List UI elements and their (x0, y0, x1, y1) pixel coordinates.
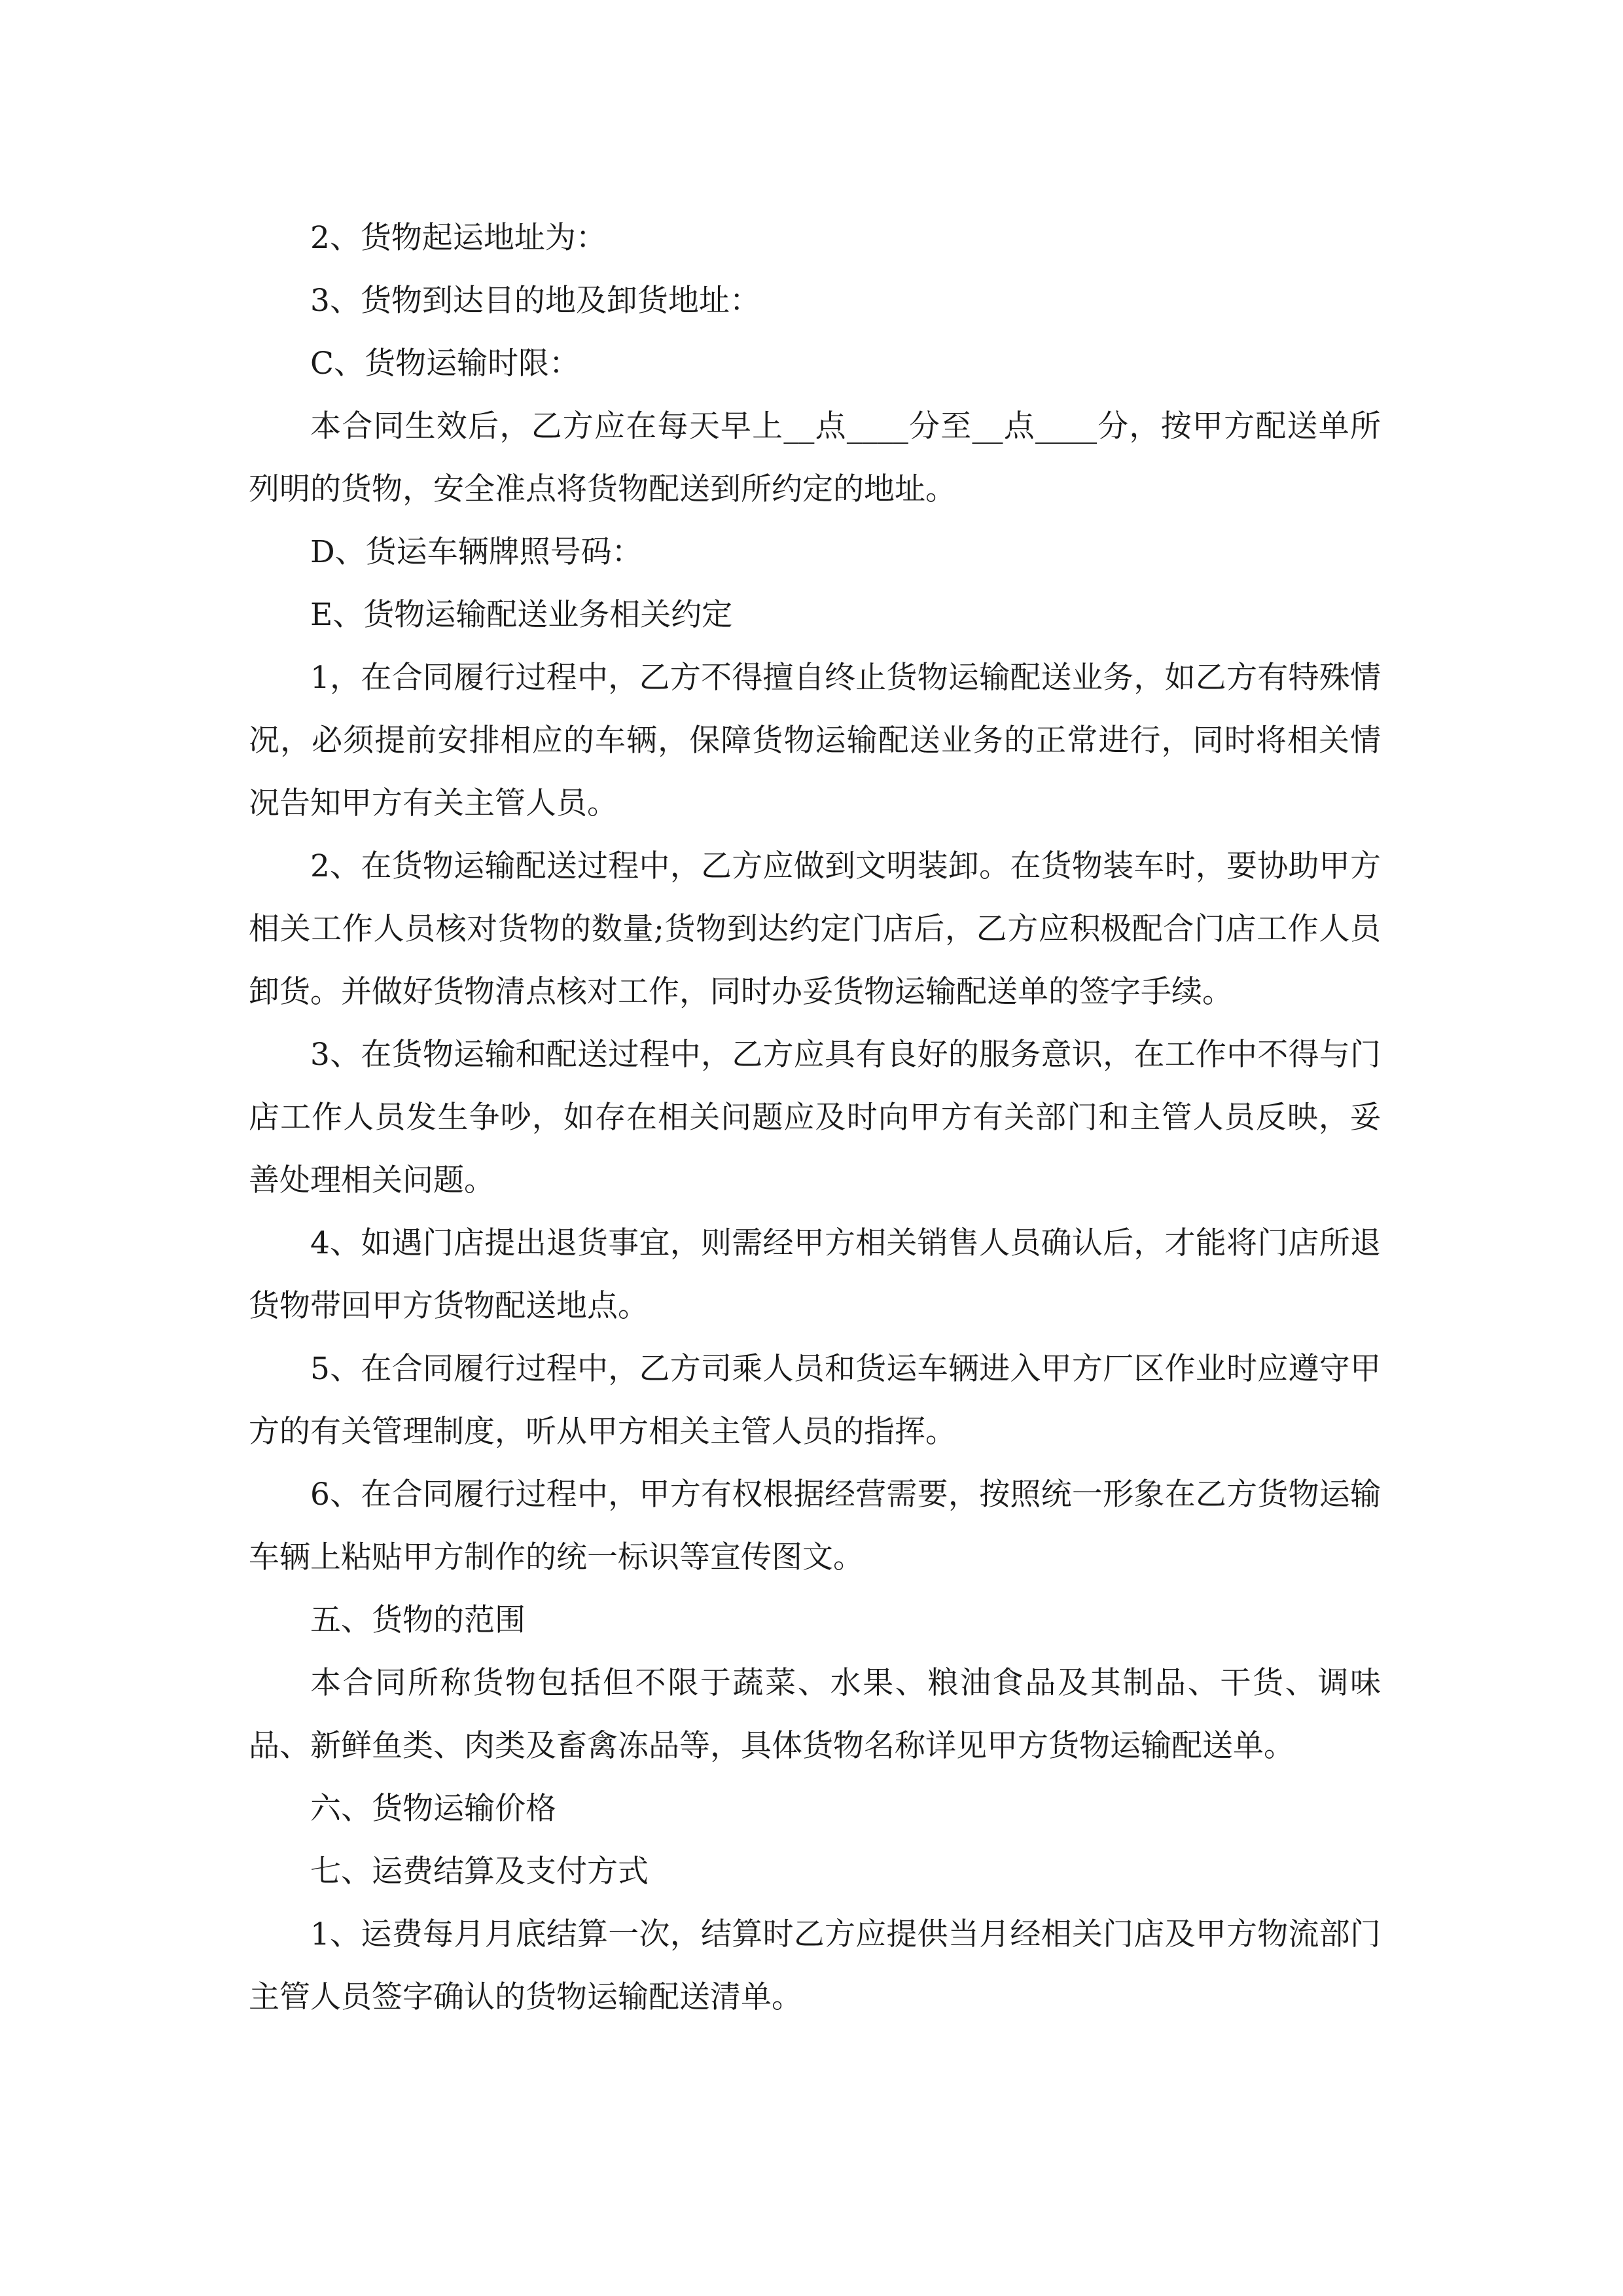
paragraph-clause-5: 5、在合同履行过程中，乙方司乘人员和货运车辆进入甲方厂区作业时应遵守甲方的有关管理制度，听从甲方相关主管人员的指挥。 (249, 1351, 1381, 1450)
paragraph-clause-2: 2、在货物运输配送过程中，乙方应做到文明装卸。在货物装车时，要协助甲方相关工作人员核对货物的数量;货物到达约定门店后，乙方应积极配合门店工作人员卸货。并做好货物清点核对工作，同时办妥货物运输配送单的签字手续。 (249, 848, 1381, 1010)
paragraph-settlement-1: 1、运费每月月底结算一次，结算时乙方应提供当月经相关门店及甲方物流部门主管人员签字确认的货物运输配送清单。 (249, 1916, 1381, 2015)
document-body (249, 207, 1381, 2029)
paragraph-delivery-schedule: 本合同生效后，乙方应在每天早上__点____分至__点____分，按甲方配送单所列明的货物，安全准点将货物配送到所约定的地址。 (249, 408, 1381, 507)
paragraph-origin-address: 2、货物起运地址为： (310, 220, 607, 256)
heading-goods-scope: 五、货物的范围 (310, 1602, 526, 1638)
heading-transport-time-limit: C、货物运输时限： (310, 346, 580, 382)
paragraph-clause-6: 6、在合同履行过程中，甲方有权根据经营需要，按照统一形象在乙方货物运输车辆上粘贴甲方制作的统一标识等宣传图文。 (249, 1477, 1381, 1575)
paragraph-goods-scope: 本合同所称货物包括但不限于蔬菜、水果、粮油食品及其制品、干货、调味品、新鲜鱼类、肉类及畜禽冻品等，具体货物名称详见甲方货物运输配送单。 (249, 1665, 1381, 1764)
heading-vehicle-plate: D、货运车辆牌照号码： (310, 534, 643, 570)
paragraph-clause-3: 3、在货物运输和配送过程中，乙方应具有良好的服务意识，在工作中不得与门店工作人员发生争吵，如存在相关问题应及时向甲方有关部门和主管人员反映，妥善处理相关问题。 (249, 1037, 1381, 1198)
heading-settlement-payment: 七、运费结算及支付方式 (310, 1854, 649, 1890)
heading-transport-price: 六、货物运输价格 (310, 1791, 556, 1827)
paragraph-clause-1: 1，在合同履行过程中，乙方不得擅自终止货物运输配送业务，如乙方有特殊情况，必须提前安排相应的车辆，保障货物运输配送业务的正常进行，同时将相关情况告知甲方有关主管人员。 (249, 660, 1381, 821)
paragraph-clause-4: 4、如遇门店提出退货事宜，则需经甲方相关销售人员确认后，才能将门店所退货物带回甲方货物配送地点。 (249, 1225, 1381, 1324)
paragraph-destination-address: 3、货物到达目的地及卸货地址： (310, 283, 760, 319)
heading-delivery-agreements: E、货物运输配送业务相关约定 (310, 597, 733, 633)
